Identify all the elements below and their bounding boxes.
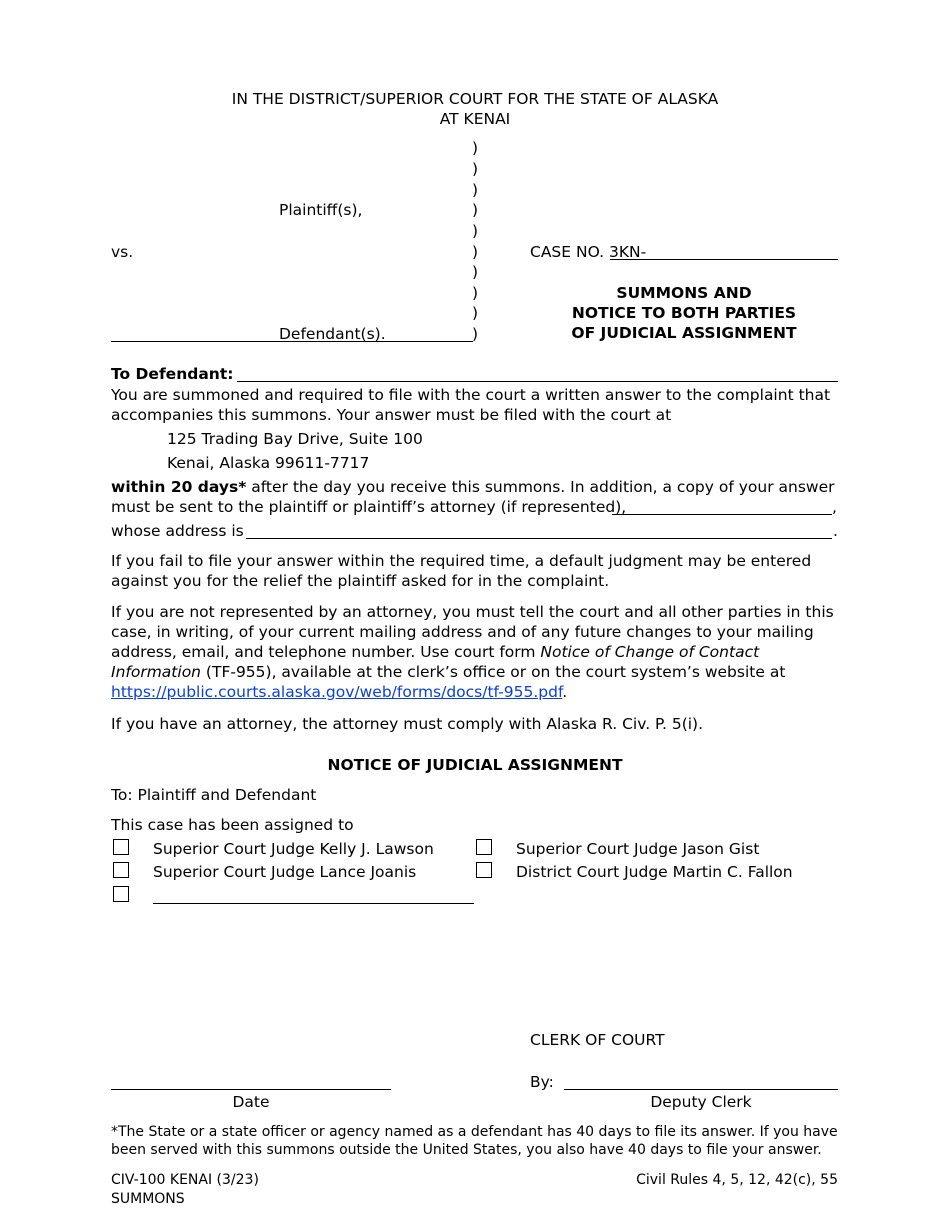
case-number-line[interactable]	[610, 259, 838, 260]
judge-joanis-checkbox[interactable]	[113, 862, 129, 878]
judge-joanis-label: Superior Court Judge Lance Joanis	[153, 863, 417, 881]
deadline-line	[111, 477, 839, 497]
clerk-of-court-label: CLERK OF COURT	[530, 1031, 665, 1049]
defendant-name-line[interactable]	[111, 341, 473, 342]
vs-label: vs.	[111, 243, 134, 261]
copy-line: must be sent to the plaintiff or plaintiff’s attorney (if represented),	[111, 498, 627, 516]
document-title	[530, 283, 838, 343]
civil-rules: Civil Rules 4, 5, 12, 42(c), 55	[636, 1172, 838, 1188]
address-line: Kenai, Alaska 99611-7717	[167, 454, 370, 472]
text-line: If you are not represented by an attorney, you must tell the court and all other parties in this	[111, 603, 834, 621]
notice-to-line: To: Plaintiff and Defendant	[111, 786, 317, 804]
default-paragraph	[111, 551, 839, 591]
paren: )	[472, 243, 479, 261]
judge-gist-label: Superior Court Judge Jason Gist	[516, 840, 760, 858]
court-address	[167, 429, 423, 473]
title-line: OF JUDICIAL ASSIGNMENT	[571, 324, 797, 342]
whose-address-period: .	[833, 522, 838, 540]
notice-heading: NOTICE OF JUDICIAL ASSIGNMENT	[327, 756, 623, 774]
copy-comma: ,	[832, 498, 837, 516]
paren: )	[472, 304, 479, 322]
form-footer	[111, 1171, 259, 1209]
form-name: SUMMONS	[111, 1191, 185, 1207]
deputy-clerk-label: Deputy Clerk	[650, 1093, 752, 1111]
other-judge-line[interactable]	[153, 903, 474, 904]
court-location: AT KENAI	[439, 110, 511, 128]
summons-intro	[111, 385, 839, 425]
text-segment: (TF-955), available at the clerk’s office or on the court system’s website at	[201, 663, 786, 681]
paren: )	[472, 181, 479, 199]
deadline-bold: within 20 days*	[111, 478, 247, 496]
judge-lawson-label: Superior Court Judge Kelly J. Lawson	[153, 840, 434, 858]
text-line: If you fail to file your answer within the required time, a default judgment may be entered	[111, 552, 812, 570]
assigned-line: This case has been assigned to	[111, 816, 354, 834]
text-segment: .	[562, 683, 568, 701]
date-line[interactable]	[111, 1089, 391, 1090]
paren: )	[472, 201, 479, 219]
tf-955-link[interactable]: https://public.courts.alaska.gov/web/forms/docs/tf-955.pdf	[111, 683, 563, 701]
paren: )	[472, 284, 479, 302]
text-line: You are summoned and required to file with the court a written answer to the complaint that	[111, 386, 831, 404]
judge-fallon-checkbox[interactable]	[476, 862, 492, 878]
text-line: accompanies this summons. Your answer must be filed with the court at	[111, 406, 672, 424]
form-title-italic: Notice of Change of Contact	[540, 643, 760, 661]
case-number-label: CASE NO. 3KN-	[530, 243, 647, 261]
judge-gist-checkbox[interactable]	[476, 839, 492, 855]
paren: )	[472, 222, 479, 240]
text-line	[111, 682, 839, 702]
title-line: NOTICE TO BOTH PARTIES	[571, 304, 797, 322]
judge-fallon-label: District Court Judge Martin C. Fallon	[516, 863, 793, 881]
deadline-rest: after the day you receive this summons. In addition, a copy of your answer	[246, 478, 835, 496]
footnote	[111, 1123, 851, 1159]
text-segment: address, email, and telephone number. Use court form	[111, 643, 541, 661]
attorney-paragraph: If you have an attorney, the attorney must comply with Alaska R. Civ. P. 5(i).	[111, 715, 704, 733]
unrepresented-paragraph	[111, 602, 839, 702]
whose-address-label: whose address is	[111, 522, 244, 540]
plaintiff-label: Plaintiff(s),	[279, 201, 363, 219]
court-name: IN THE DISTRICT/SUPERIOR COURT FOR THE STATE OF ALASKA	[231, 90, 719, 108]
other-judge-checkbox[interactable]	[113, 886, 129, 902]
paren: )	[472, 160, 479, 178]
paren: )	[472, 139, 479, 157]
text-line: against you for the relief the plaintiff asked for in the complaint.	[111, 572, 610, 590]
judge-lawson-checkbox[interactable]	[113, 839, 129, 855]
to-defendant-label: To Defendant:	[111, 365, 234, 383]
attorney-name-line[interactable]	[612, 514, 832, 515]
footnote-line: *The State or a state officer or agency named as a defendant has 40 days to file its answer. If you have	[111, 1124, 838, 1140]
by-label: By:	[530, 1073, 554, 1091]
to-defendant-line[interactable]	[237, 381, 838, 382]
deputy-signature-line[interactable]	[564, 1089, 838, 1090]
defendant-label: Defendant(s).	[279, 325, 386, 343]
footnote-line: been served with this summons outside the United States, you also have 40 days to file your answer.	[111, 1142, 822, 1158]
form-title-italic: Information	[111, 663, 201, 681]
whose-address-line[interactable]	[246, 538, 832, 539]
paren: )	[472, 263, 479, 281]
court-heading	[0, 89, 950, 129]
title-line: SUMMONS AND	[616, 284, 752, 302]
text-line	[111, 662, 839, 682]
paren: )	[472, 325, 479, 343]
text-line	[111, 642, 839, 662]
text-line: case, in writing, of your current mailing address and of any future changes to your mailing	[111, 623, 814, 641]
form-id: CIV-100 KENAI (3/23)	[111, 1172, 259, 1188]
date-label: Date	[232, 1093, 270, 1111]
address-line: 125 Trading Bay Drive, Suite 100	[167, 430, 423, 448]
